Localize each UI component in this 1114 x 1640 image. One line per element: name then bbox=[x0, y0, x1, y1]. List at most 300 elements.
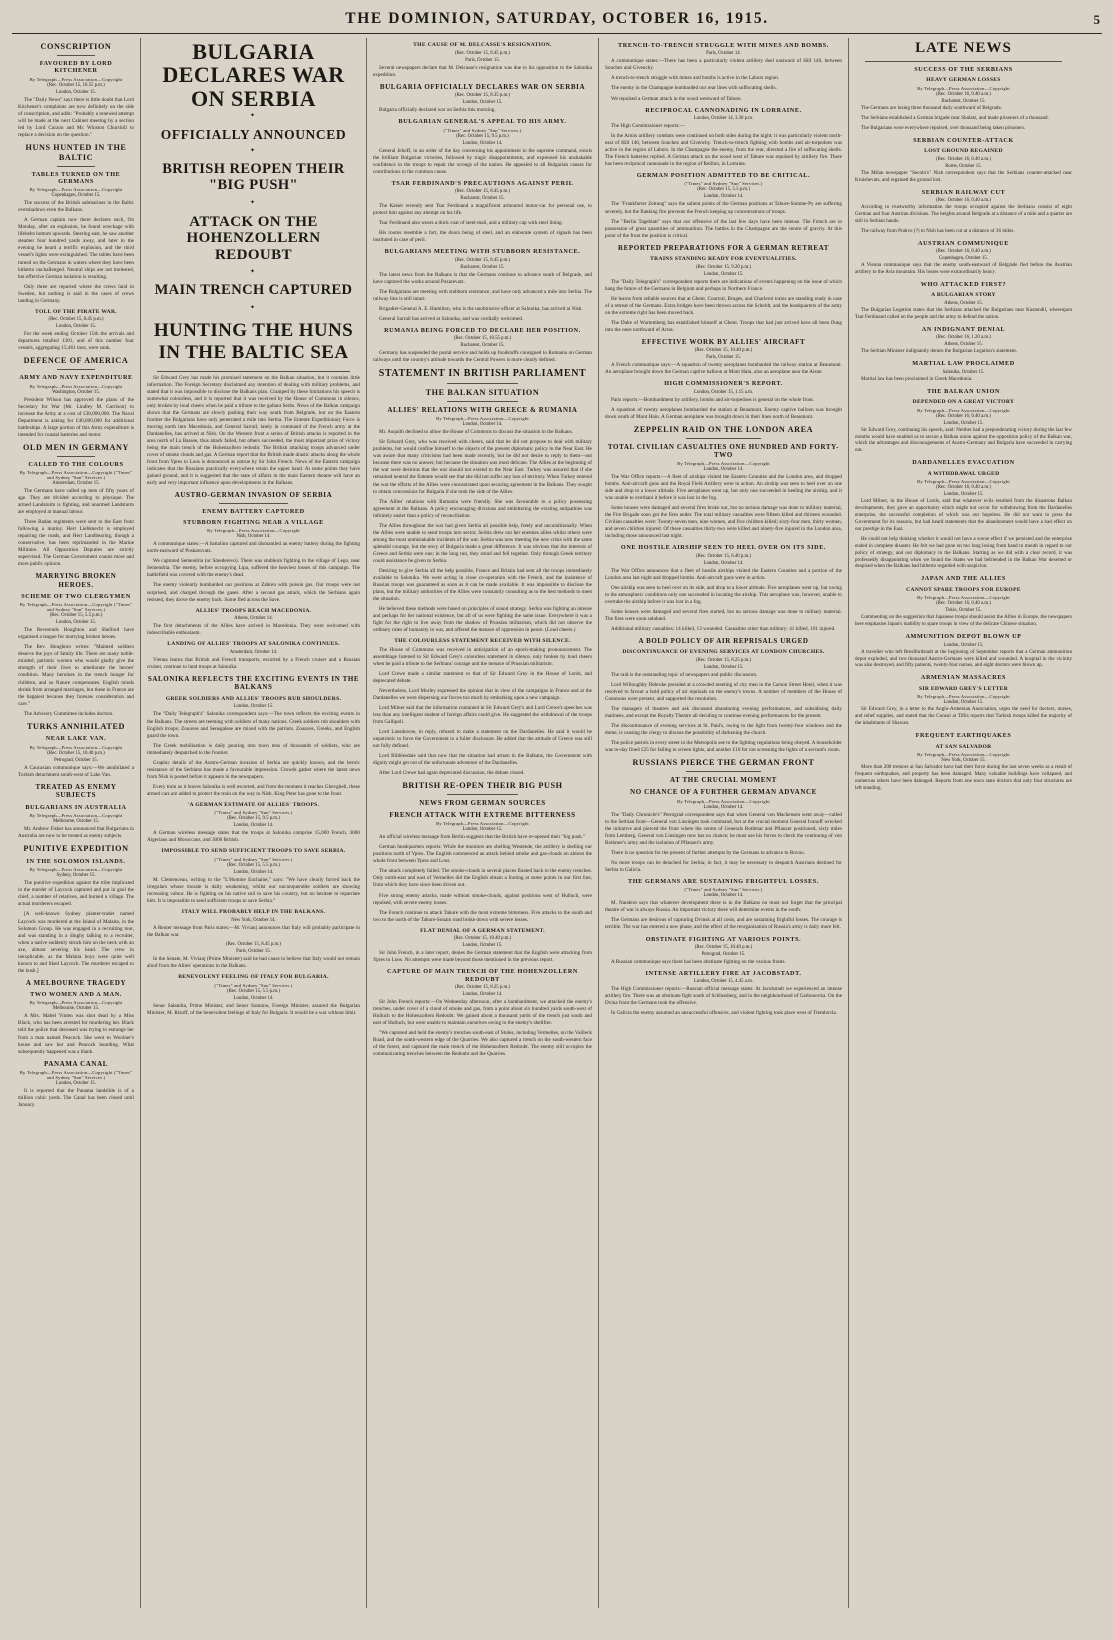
headline-russians-pierce: RUSSIANS PIERCE THE GERMAN FRONT bbox=[632, 758, 815, 768]
dateline: London, October 15. bbox=[233, 704, 274, 710]
article-paragraph: The Advisory Committee includes doctors. bbox=[24, 710, 114, 717]
dateline: London, October 14. bbox=[462, 992, 503, 998]
ornament: ✦ bbox=[249, 305, 258, 312]
headline-balkan-union: THE BALKAN UNION bbox=[927, 387, 1000, 395]
dateline: London, October 15. bbox=[56, 324, 96, 330]
column-1 bbox=[12, 38, 140, 1608]
divider bbox=[57, 369, 94, 370]
article-paragraph: The enemy violently bombarded our positions at Zabren with poison gas. Our troops were not surprised, and charged through the gases. After a second gas attack, which the Serbians again resisted, they drove the enemy back. Some fled across the Save. bbox=[147, 582, 360, 603]
article-paragraph: A Reuter message from Paris states:—M. Vivianj announces that Italy will probably participate in the Balkan war. bbox=[147, 924, 360, 938]
dateline: London, October 15, 4.45 a.m. bbox=[693, 979, 754, 985]
received-line: (Rec. October 16, 0.40 a.m.) bbox=[936, 92, 991, 98]
column-5-late-news bbox=[848, 38, 1078, 1608]
headline-panama-canal: PANAMA CANAL bbox=[43, 1059, 109, 1068]
article-paragraph: One airship was seen to heel over on its side, and drop to a lower altitude. Five aeroplanes went up, but owing to the atmospheric conditions only one succeeded in locating the airship. This aeroplane was, however, unable to overtake the airship before it was lost in a fog. bbox=[605, 584, 842, 605]
received-line: (Rec. October 15, 8.45 p.m.) bbox=[225, 941, 282, 947]
dateline: Melbourne, October 15. bbox=[52, 1006, 100, 1012]
subhead-favoured: FAVOURED BY LORD KITCHENER bbox=[39, 59, 113, 75]
article-paragraph: The Milan newspaper "Secolo's" Nish correspondent says that the Serbians counter-attacked near Kruishevats, and regained the ground lost. bbox=[855, 170, 1072, 183]
article-paragraph: Several newspapers declare that M. Delcasse's resignation was due to his opposition to the Salonika expedition. bbox=[373, 64, 592, 78]
article-paragraph: Some houses were damaged and several fires started, but no serious damage was done to military material. The fires were soon subdued. bbox=[605, 608, 842, 622]
headline-turks-annihilated: TURKS ANNIHILATED bbox=[26, 721, 126, 731]
subhead-allies-macedonia: ALLIES' TROOPS REACH MACEDONIA. bbox=[195, 607, 312, 614]
divider bbox=[219, 503, 287, 504]
divider bbox=[447, 794, 517, 795]
article-paragraph: A German wireless message states that the troops at Salonika comprise 15,000 French, 3000 Algerians and Moroccans, and 3000 British. bbox=[147, 830, 360, 844]
dateline: Bucharest, October 15. bbox=[460, 264, 505, 270]
received-line: (Rec. October 15, 9.20 p.m.) bbox=[695, 264, 752, 270]
article-paragraph: Five strong enemy attacks, made without smoke-clouds, against positions west of Hulluch, were repulsed, with severe enemy losses. bbox=[373, 892, 592, 906]
article-paragraph: According to trustworthy information the troops occupied against the Serbians consist of eight German and four Austrian divisions. The heights around Belgrade at a distance of a mile and a quarter are still in Serbian hands. bbox=[855, 205, 1072, 224]
headline-dardanelles-evacuation: DARDANELLES EVACUATION bbox=[912, 459, 1015, 467]
article-paragraph: Lord Willoughby Debroke presided at a crowded meeting of city men in the Carson Street Hotel, when it was resolved to favour a bold policy of air reprisals on the enemy's towns. A number of members of the House of Commons were present, and supported the resolution. bbox=[605, 682, 842, 703]
dateline: Rome, October 15. bbox=[945, 163, 982, 169]
subhead-greek-soldiers: GREEK SOLDIERS AND ALLIES' TROOPS RUB SHOULDERS. bbox=[165, 695, 342, 702]
article-paragraph: The War Office announces that a fleet of hostile airships visited the Eastern Counties and a portion of the London area last night and dropped bombs. Anti-aircraft guns were in action. bbox=[605, 567, 842, 581]
headline-german-retreat: REPORTED PREPARATIONS FOR A GERMAN RETREAT bbox=[617, 243, 830, 252]
dateline: Bucharest, October 15. bbox=[460, 196, 505, 202]
dateline: Petrograd, October 15. bbox=[701, 951, 746, 957]
article-paragraph: The Allies' relations with Rumania were friendly. She was favourable to a policy possessing agreement in the Balkans. A policy encouraging divisions and embittering the existing antipathies was infinitely easier than a policy of reconciliation. bbox=[373, 498, 592, 519]
article-paragraph: German headquarters reports: While the monitors are shelling Westende, the artillery is shelling our positions north of Ypres. The English commenced an attack behind smoke and gas-clouds on almost the whole front between Ypres and Loos. bbox=[373, 844, 592, 865]
subhead-army-navy: ARMY AND NAVY EXPENDITURE bbox=[19, 374, 133, 382]
headline-effective-aircraft: EFFECTIVE WORK BY ALLIES' AIRCRAFT bbox=[641, 337, 806, 346]
article-paragraph: The War Office reports:—A fleet of airships visited the Eastern Counties and the London area, and dropped bombs. Anti-aircraft guns and the Royal Field Artillery were in action. An airship was seen to heel over on one side and drop to a lower altitude. Five aeroplanes went up, but only one succeeded in heeling the airship, and it was unable to overhaul it before it was lost in the fog. bbox=[605, 474, 842, 502]
dateline: London, October 15. bbox=[56, 1080, 96, 1086]
received-line: (Rec. October 16, 0.40 a.m.) bbox=[936, 601, 991, 607]
article-paragraph: No more troops can be detached for Serbia; in fact, it may be necessary to despatch Austrians destined for Serbia to Galicia. bbox=[605, 859, 842, 873]
credit-line: By Telegraph—Press Association—Copyright bbox=[207, 528, 300, 534]
article-paragraph: The punitive expedition against the tribe implicated in the murder of Laycock captured and put in gaol the chief, a number of relatives, and burned a village. The actual murderers escaped. bbox=[18, 880, 134, 908]
subhead-two-women-man: TWO WOMEN AND A MAN. bbox=[30, 991, 122, 999]
credit-line: By Telegraph—Press Association—Copyright bbox=[29, 76, 123, 82]
credit-line: By Telegraph—Press Association—Copyright bbox=[917, 595, 1010, 601]
article-paragraph: The Allies throughout the war had given Serbia all possible help, freely and unconditionally. When the Allies were unable to send troops into sector, Serbia drew out her enemies allies whilst others were among the most unmistakable incidents of the war. Serbia was now meeting the new crisis with the same splendid courage, but the envy of Bulgaria made a great difference. It was obvious that the interests of Greece and Serbia were one; in the long run, they stood and fell together. Only through Greek territory could assistance be given to Serbia. bbox=[373, 522, 592, 564]
section-title-late-news: LATE NEWS bbox=[915, 40, 1012, 56]
dateline: London, October 14. bbox=[233, 823, 274, 829]
headline-indignant-denial: AN INDIGNANT DENIAL bbox=[921, 325, 1006, 333]
received-line: (Rec. October 15, 5.5 p.m.) bbox=[227, 988, 280, 994]
credit-line: By Telegraph—Press Association—Copyright bbox=[677, 798, 770, 804]
subhead-enemy-battery: ENEMY BATTERY CAPTURED bbox=[202, 507, 305, 515]
article-paragraph: A German captain now there declares such, On Monday, after an explosion, he found wreckage with lifebelts bottom upwards. Steering east, he saw another steamer four hundred yards away, and later in the evening he heard a terrific explosion, and the third vessel's lights were extinguished. The tables have been turned on the Germans in waters where they have been hitherto unchallenged. Neutral ships are not molested, but effective German isolation is resulting. bbox=[18, 217, 134, 280]
article-paragraph: Additional military casualties: 14 killed, 13 wounded. Casualties other than military: 41 killed, 101 injured. bbox=[611, 625, 836, 632]
subhead-crucial-moment: AT THE CRUCIAL MOMENT bbox=[670, 776, 777, 785]
received-line: (Rec. October 15, 9.5 p.m.) bbox=[456, 133, 509, 139]
headline-frequent-earthquakes: FREQUENT EARTHQUAKES bbox=[915, 732, 1012, 740]
article-paragraph: Mr. Andrew Fisher has announced that Bulgarians in Australia are now to be treated as enemy subjects. bbox=[18, 826, 135, 840]
article-paragraph: The High Commissioner reports:— bbox=[611, 122, 685, 129]
article-paragraph: The "Berlin Tageblatt" says that our offensive of the last few days have been intense. The French are in possession of great quantities of ammunition. The battles in the Champagne are the centre of gravity. At this point of the front the position is critical. bbox=[605, 218, 842, 239]
dateline: Paris, October 15. bbox=[706, 355, 741, 361]
article-paragraph: Some houses were damaged and several fires broke out, but no serious damage was done to military material, the Fire Brigade soon got the fires under. The total military casualties were fifteen killed and thirteen wounded. Civilian casualties were: Twenty-seven men, nine women, and five children killed; sixty-four men, thirty women, and seven children injured. Of these casualties thirty-two were killed and ninety-five injured in the London area, including those announced last night. bbox=[605, 505, 842, 540]
masthead bbox=[12, 10, 1102, 30]
dateline: London, October 15. bbox=[56, 89, 96, 95]
subhead-tsar-precautions: TSAR FERDINAND'S PRECAUTIONS AGAINST PERIL bbox=[391, 179, 574, 187]
article-paragraph: Nevertheless, Lord Morley expressed the opinion that in view of the campaigns in France and at the Dardanelles we were dispersing our forces too much by embarking upon a new campaign. bbox=[373, 687, 592, 701]
page-number: 5 bbox=[1093, 12, 1100, 27]
subhead-san-salvador: AT SAN SALVADOR bbox=[935, 743, 992, 750]
dateline: Athens, October 15. bbox=[944, 301, 983, 307]
article-paragraph: He believed these methods were based on principles of sound strategy. Serbia was fighting an intense and perhaps for her national existence, but all of us were fighting the same issue. Everywhere it was a fight for the right to live away from the shadow of Prussian militarism, which did not observe the ordinary rules of humanity in war, and offered the menace of oppression in peace. (Loud cheers.) bbox=[373, 605, 592, 633]
divider bbox=[865, 61, 1062, 62]
article-paragraph: A trench-to-trench struggle with mines and bombs is active in the Labors region. bbox=[611, 75, 780, 82]
article-paragraph: M. Clemenceau, writing to the "L'Homme Enchaine," says: "We have clearly forced back the irregulars whose morale is daily weakening, whilst our unconquerable soldiers are showing increasing valour. He is fighting on his native soil to save his country, but no hesitate to repatriate him. It is impossible to send sufficient troops to save Serbia." bbox=[147, 877, 360, 905]
article-paragraph: The High Commissioner reports:—Russian official message states: At Jacobstadt we experienced an intense artillery fire. There was an obstinate fight south of Schlossberg, and in the neighbourhood of Garbunovka. On the Dvina front the Germans took the offensive. bbox=[605, 986, 842, 1007]
dateline: Paris, October 15. bbox=[236, 948, 271, 954]
subhead-bulgarians-australia: BULGARIANS IN AUSTRALIA bbox=[25, 803, 127, 811]
article-paragraph: Lord Milner, in the House of Lords, said that whatever evils resulted from the disastrous Balkan developments, they gave an opportunity which might not occur for withdrawing from the Dardanelles enterprise, the successful completion of which was our hopeless. He did not want to press the Government for its reasons, but had heard statements that the abandonment would have a bad effect on our prestige in the East. bbox=[855, 499, 1072, 532]
ornament: ✦ bbox=[249, 148, 258, 155]
dateline: London, October 14. bbox=[703, 893, 744, 899]
article-paragraph: [A well-known Sydney planter-trader named Laycock was murdered at the Island of Malaita, in the Solomon Group. He was engaged in a recruiting tour, and was standing in a dinghy talking to a recruiter, when a native suddenly struck him on the neck with an axe, almost severing his head. The crew in inexplicable, as the Malaita boys were quite well known to and liked Laycock. The murderer escaped to the bush.] bbox=[18, 911, 134, 974]
article-paragraph: The Greek mobilisation is daily pouring into town tens of thousands of soldiers, who are immediately despatched to the frontier. bbox=[147, 742, 360, 756]
received-line: (Rec. October 15, 5.5 p.m.) bbox=[227, 863, 280, 869]
article-paragraph: The railway from Prahvo (?) to Nish has been cut at a distance of 36 miles. bbox=[861, 228, 1015, 234]
article-paragraph: Sir Edward Grey, continuing his speech, said: Neither had a preponderating victory during the last few months would have enabled us to secure a Balkan union against the opposition policy of the Balkan war, which the advantages and discouragements of Austro-Germany and Bulgaria have succeeded in carrying out. bbox=[855, 427, 1072, 454]
article-paragraph: It is reported that the Panama landslide is of a million cubic yards. The Canal has been closed until January. bbox=[18, 1087, 134, 1108]
subhead-germans-losses: THE GERMANS ARE SUSTAINING FRIGHTFUL LOSSES. bbox=[628, 878, 819, 885]
article-paragraph: We repulsed a German attack in the wood westward of Tahure. bbox=[611, 95, 742, 102]
article-paragraph: The "Daily Telegraph's" Salonika correspondent says:—The town reflects the exciting events in the Balkans. The streets are teeming with soldiers of many nations. Greek soldiers rub shoulders with English troops; Zouaves and Senegalese are mixed with the patriots. Zouaves, Greeks, and English guard the town. bbox=[147, 711, 360, 739]
article-paragraph: In Galicia the enemy assumed an unsuccessful offensive, and violent fighting took place west of Trembovla. bbox=[611, 1010, 838, 1017]
divider bbox=[57, 166, 94, 167]
dateline: London, October 15. bbox=[56, 620, 96, 626]
credit-line: By Telegraph—Press Association—Copyright ("Times" and Sydney "Sun" Services.) bbox=[19, 470, 133, 480]
article-paragraph: Lord Crewe made a similar statement to that of Sir Edward Grey in the House of Lords, and deprecated debate. bbox=[373, 670, 592, 684]
subhead-hostile-airship: ONE HOSTILE AIRSHIP SEEN TO HEEL OVER ON ITS SIDE. bbox=[620, 544, 827, 552]
column-4 bbox=[598, 38, 848, 1608]
subhead-landing-salonika: LANDING OF ALLIES' TROOPS AT SALONIKA CONTINUES. bbox=[167, 641, 340, 648]
subhead-delcasse-resignation: THE CAUSE OF M. DELCASSE'S RESIGNATION. bbox=[413, 42, 552, 48]
dateline: New York, October 14. bbox=[231, 917, 276, 923]
dateline: London, October 14. bbox=[703, 467, 744, 473]
headline-huns-baltic: HUNS HUNTED IN THE BALTIC bbox=[25, 142, 127, 162]
received-line: (Rec. October 15, 6.40 p.m.) bbox=[695, 553, 752, 559]
article-paragraph: The enemy in the Champagne bombarded our rear lines with suffocating shells. bbox=[611, 85, 777, 92]
ornament: ✦ bbox=[249, 199, 258, 206]
headline-austrian-communique: AUSTRIAN COMMUNIQUE bbox=[918, 239, 1009, 247]
dateline: Amsterdam, October 14. bbox=[229, 649, 278, 655]
received-line: (Rec. October 15, 8.45 p.m.) bbox=[454, 50, 511, 56]
headline-old-men-germany: OLD MEN IN GERMANY bbox=[22, 442, 130, 452]
subhead-flat-denial: FLAT DENIAL OF A GERMAN STATEMENT. bbox=[420, 927, 545, 934]
article-paragraph: Paris reports:—Bombardment by artillery, bombs and air-torpedoes is general on the whole front. bbox=[611, 396, 815, 403]
subhead-tables-turned: TABLES TURNED ON THE GERMANS bbox=[31, 170, 121, 185]
received-line: (Rec. October 15, 10.55 p.m.) bbox=[453, 336, 512, 342]
dateline: Bucharest, October 15. bbox=[941, 99, 986, 105]
dateline: Copenhagen, October 15. bbox=[51, 193, 101, 199]
received-line: (Rec. October 16, 0.40 a.m.) bbox=[936, 485, 991, 491]
dateline: London, October 14. bbox=[233, 995, 274, 1001]
credit-line: By Telegraph—Press Association—Copyright bbox=[29, 187, 123, 193]
article-paragraph: He could not help thinking whether it would not have a worse effect if we persisted and the enterprise ended in complete disaster. He felt we had gone on too long losing from hand to mouth in regard to our policy of strategy, and our diplomacy in the Balkans. Starting as we did with a clear record, it was professedly disappointing when we found the States we had befriended in the Balkan War deserted or despised when the Balkans had hitherto regarded with suspicion. bbox=[855, 536, 1072, 570]
dateline: London, October 15. bbox=[703, 271, 744, 277]
subhead-capture-main-trench: CAPTURE OF MAIN TRENCH OF THE HOHENZOLLERN REDOUBT bbox=[387, 968, 578, 983]
dateline: London, October 15. bbox=[462, 100, 503, 106]
article-paragraph: Sir Edward Grey, in a letter to the Anglo-Armenian Association, urges the need for doctors, nurses, and relief supplies, and stated that the Consul at Tiflis reports that Turkish troops killed the majority of the inhabitants of Shawan. bbox=[855, 707, 1072, 727]
article-paragraph: More than 200 tremors at San Salvador have had their force during the last seven weeks as a result of frequent earthquakes, and property has been damaged. Many valuable buildings have collapsed, and numerous others have been damaged. Reports from one town state doctors that only four structures are left standing. bbox=[855, 765, 1072, 791]
subhead-civilian-casualties: TOTAL CIVILIAN CASUALTIES ONE HUNDRED AND FORTY-TWO bbox=[607, 442, 840, 459]
divider bbox=[447, 401, 517, 402]
headline-serbian-railway-cut: SERBIAN RAILWAY CUT bbox=[921, 188, 1006, 196]
subhead-allies-relations: ALLIES' RELATIONS WITH GREECE & RUMANIA bbox=[387, 406, 578, 414]
subhead-bulgarian-story: A BULGARIAN STORY bbox=[931, 292, 996, 299]
article-paragraph: Martial law has been proclaimed in Greek Macedonia. bbox=[861, 376, 973, 382]
article-paragraph: A Vienna communique says that the enemy south-eastward of Belgrade fled before the Austrian artillery to the Avia mountain. His losses were extraordinarily heavy. bbox=[855, 263, 1072, 276]
subhead-solomon-islands: IN THE SOLOMON ISLANDS. bbox=[26, 857, 126, 865]
article-paragraph: For the week ending October 15th the arrivals and departures totalled 1301, and of this number four vessels, aggregating 15,461 tons, were sunk. bbox=[18, 331, 134, 352]
dateline: Paris, October 15. bbox=[465, 57, 500, 63]
deck-headline-big-push: BRITISH REOPEN THEIR "BIG PUSH" bbox=[162, 161, 345, 193]
received-line: (Rec. October 15, 8.45 p.m.) bbox=[48, 317, 104, 323]
credit-line: By Telegraph—Press Association—Copyright bbox=[917, 694, 1010, 700]
article-paragraph: The "Daily Chronicle's" Petrograd correspondent says that when General von Mackensen went away—called to the Serbian front—General von Linsingen took command, but at the crucial moment General Ivanoff wrecked the initiative and pierced the front where the centre of Generals Bothmar and Pflanzer positioned, sixty miles from Lemberg. General von Linsingen now has no chance; he must use his forces to check the continuing of von Bothmer's army and the isolation of Pflanzer's army. bbox=[605, 811, 842, 846]
subhead-no-chance-advance: NO CHANCE OF A FURTHER GERMAN ADVANCE bbox=[630, 788, 817, 797]
headline-zeppelin-raid: ZEPPELIN RAID ON THE LONDON AREA bbox=[633, 424, 814, 434]
article-paragraph: Sir Edward Grey, who was received with cheers, said that he did not propose to deal with military problems, but would confine himself to the objects of the present diplomatic policy in the Near East. He was aware that many criticisms had been made recently, but he did not desire to reply to them—not because there was no answer, but because the situation was most delicate. The Allies at the beginning of the war were desirous that the war should not extend to the Near East. Turkey was assured that if she remained neutral the Entente would see that she did not suffer any loss of territory. When Turkey entered the war the efforts of the Allies were concentrated upon securing agreement in the Balkans. They sought to obtain concessions for Bulgaria if she took the side of the Allies. bbox=[373, 439, 592, 495]
headline-ammunition-depot: AMMUNITION DEPOT BLOWN UP bbox=[905, 633, 1022, 641]
article-paragraph: The Kaiser recently sent Tsar Ferdinand a magnificent armoured motor-car for personal use, to protect him against any attempt on his life. bbox=[373, 203, 592, 217]
subhead-general-appeal: BULGARIAN GENERAL'S APPEAL TO HIS ARMY. bbox=[398, 118, 567, 126]
article-paragraph: After Lord Crewe had again deprecated discussion, the debate closed. bbox=[379, 769, 525, 776]
received-line: (Rec. October 15, 5.5 p.m.) bbox=[49, 613, 103, 619]
subhead-trains-ready: TRAINS STANDING READY FOR EVENTUALITIES. bbox=[650, 255, 797, 262]
headline-who-attacked-first: WHO ATTACKED FIRST? bbox=[920, 280, 1007, 288]
subhead-discontinuance-services: DISCONTINUANCE OF EVENING SERVICES AT LONDON CHURCHES. bbox=[622, 649, 825, 656]
article-paragraph: Lord Ribblesdale said that now that the situation had arisen in the Balkans, the Government with dignity might get out of the unfortunate adventure of the Dardanelles. bbox=[373, 752, 592, 766]
credit-line: ("Times" and Sydney "Sun" Services.) bbox=[214, 857, 293, 863]
dateline: London, October 15, 1.15 a.m. bbox=[693, 389, 754, 395]
article-paragraph: The raid is the outstanding topic of newspapers and public discussion. bbox=[611, 672, 758, 679]
dateline: New York, October 15. bbox=[941, 758, 986, 764]
article-paragraph: The first detachments of the Allies have arrived in Macedonia. They were welcomed with indescribable enthusiasm. bbox=[147, 623, 360, 637]
article-paragraph: There is no question for the present of further attempts by the Germans to advance to Rovno. bbox=[611, 849, 806, 856]
subhead-intense-artillery: INTENSE ARTILLERY FIRE AT JACOBSTADT. bbox=[645, 969, 802, 977]
divider bbox=[686, 771, 762, 772]
article-paragraph: Sir John French, in a later report, denies the German statement that the English were attacking from Ypres to Loos. No attempts were made beyond those mentioned in the previous report. bbox=[373, 950, 592, 964]
article-paragraph: Bulgaria officially declared war on Serbia this morning. bbox=[379, 107, 496, 114]
subhead-depended-victory: DEPENDED ON A GREAT VICTORY bbox=[912, 398, 1015, 405]
dateline: Sydney, October 15. bbox=[56, 873, 96, 879]
headline-statement-parliament: STATEMENT IN BRITISH PARLIAMENT bbox=[378, 368, 587, 380]
article-paragraph: The "Frankfurter Zeitung" says the salient points of the German positions at Tahure-Somme-Py are suffering severely, but the flanking fire prevents the French keeping up concentrations of troops. bbox=[605, 201, 842, 215]
article-paragraph: Vienna learns that British and French transports, escorted by a French cruiser and a Russian cruiser, continue to land troops at Salonika. bbox=[147, 656, 360, 670]
headline-armenian-massacres: ARMENIAN MASSACRES bbox=[920, 674, 1007, 682]
credit-line: ("Times" and Sydney "Sun" Services.) bbox=[214, 810, 293, 816]
credit-line: By Telegraph—Press Association—Copyright bbox=[29, 867, 123, 873]
subhead-reciprocal-cannonading: RECIPROCAL CANNONADING IN LORRAINE. bbox=[645, 106, 802, 114]
credit-line: By Telegraph—Press Association—Copyright bbox=[917, 752, 1010, 758]
article-paragraph: He learns from reliable sources that at Ghent, Courtrai, Bruges, and Charleroi trains are standing ready in case of a retreat of the Germans. Extra bridges have been thrown across the Scheldt, and the headquarters of the army on the extreme right has been moved back. bbox=[605, 295, 842, 316]
received-line: (Rec. October 16, 0.40 a.m.) bbox=[936, 413, 991, 419]
article-paragraph: Senor Salandra, Prime Minister, and Senor Sonnino, Foreign Minister, assured the Bulgarian Minister, M. Rizoff, of the benevolent feelings of Italy for Bulgaria. It would be a war without limit. bbox=[147, 1002, 360, 1016]
subhead-colourless-statement: THE COLOURLESS STATEMENT RECEIVED WITH SILENCE. bbox=[394, 637, 571, 644]
deck-headline-hohenzollern: ATTACK ON THE HOHENZOLLERN REDOUBT bbox=[186, 213, 321, 263]
subhead-toll-pirate-war: TOLL OF THE PIRATE WAR. bbox=[35, 308, 117, 315]
subhead-french-attack: FRENCH ATTACK WITH EXTREME BITTERNESS bbox=[389, 811, 576, 819]
article-paragraph: The Germans are desirous of capturing Dvinsk at all costs, and are sustaining frightful losses. The courage is terrible. The war has entered a new phase, and the effect of the reorganisation of Russia's army is daily more felt. bbox=[605, 917, 842, 931]
article-paragraph: General Jehoff, in an order of the day concerning his appointment to the supreme command, extols the brilliant Bulgarian victories, followed by tragic disappointments, and expressed his unshakable confidence in the troops to repair the wrongs of the nation. He appealed to all Bulgarian causes for contributions to the common cause. bbox=[373, 147, 592, 175]
article-paragraph: Graphic details of the Austro-German invasion of Serbia are quickly known, and the heroic resistance of the Serbians has made a favourable impression. Crowds gather where the latest news from Nish is posted before it appears in the newspapers. bbox=[147, 759, 360, 780]
dateline: London, October 15. bbox=[943, 700, 984, 706]
received-line: (Rec. October 16, 0.40 a.m.) bbox=[936, 249, 991, 255]
article-paragraph: The Bulgarian Legation states that the Serbians attacked the Bulgarians near Kustendil, whereupon Tsar Ferdinand called on the people and the army to defend the nation. bbox=[855, 308, 1072, 320]
article-paragraph: The success of the British submarines in the Baltic overshadows even the Balkans. bbox=[18, 200, 134, 214]
credit-line: By Telegraph—Press Association—Copyright bbox=[436, 416, 529, 422]
headline-treated-enemy: TREATED AS ENEMY SUBJECTS bbox=[35, 782, 117, 800]
article-paragraph: A communique states:—There has been a particularly violent artillery duel eastward of Hill 140, between Souchez and Givenchy. bbox=[605, 58, 842, 72]
article-paragraph: The "Daily News" says there is little doubt that Lord Kitchener's complaints are now definitely on the side of conscription, and adds: "Probably a renewed attempt will be made at the next Cabinet meeting by a section led by Lord Curzon and Mr. Winston Churchill to replace a decision on the question." bbox=[18, 96, 134, 138]
subhead-benevolent-italy: BENEVOLENT FEELING OF ITALY FOR BULGARIA. bbox=[178, 973, 329, 980]
subhead-german-estimate: 'A GERMAN ESTIMATE OF ALLIES' TROOPS. bbox=[187, 801, 320, 808]
subhead-trench-struggle: TRENCH-TO-TRENCH STRUGGLE WITH MINES AND BOMBS. bbox=[618, 42, 829, 49]
credit-line: By Telegraph—Press Association—Copyright bbox=[917, 407, 1010, 413]
subhead-german-position-critical: GERMAN POSITION ADMITTED TO BE CRITICAL. bbox=[636, 172, 811, 180]
dateline: London, October 14. bbox=[703, 804, 744, 810]
headline-japan-allies: JAPAN AND THE ALLIES bbox=[921, 575, 1006, 583]
subhead-obstinate-fighting: OBSTINATE FIGHTING AT VARIOUS POINTS. bbox=[645, 935, 802, 943]
article-paragraph: The Bulgarians are meeting with stubborn resistance, and have only advanced a mile into Serbia. The railway line is still intact. bbox=[373, 288, 592, 302]
divider bbox=[686, 438, 762, 439]
main-headline: BULGARIA DECLARES WAR ON SERBIA bbox=[162, 39, 345, 111]
article-paragraph: A Mrs. Mabel Vinten was shot dead by a Miss Black, who has been arrested for murdering her. Black told the police that deceased was trying to estrange her from a man named Peacock. She went to Woolner's house and saw her and Peacock hoarding. What subsequently happened was a blank. bbox=[18, 1013, 134, 1055]
credit-line: By Telegraph—Press Association—Copyright bbox=[917, 86, 1010, 92]
dateline: Salonika, October 15. bbox=[942, 369, 985, 375]
ornament: ✦ bbox=[249, 269, 258, 276]
received-line: (Rec. October 15, 8.35 p.m.) bbox=[454, 93, 511, 99]
subhead-italy-help: ITALY WILL PROBABLY HELP IN THE BALKANS. bbox=[181, 909, 326, 916]
article-paragraph: Brigadier-General A. E. Hamilton, who is the unobtrusive officer at Salonika, has arrived at Nish. bbox=[379, 305, 583, 312]
dateline: Paris, October 14. bbox=[706, 51, 741, 57]
dateline: London, October 15. bbox=[943, 492, 984, 498]
headline-martial-law: MARTIAL LAW PROCLAIMED bbox=[912, 360, 1015, 368]
credit-line: By Telegraph—Press Association—Copyright ("Times" and Sydney "Sun" Services.) bbox=[19, 1069, 133, 1080]
dateline: London, October 14. bbox=[462, 422, 503, 428]
received-line: (Rec. October 16, 0.40 a.m.) bbox=[936, 156, 991, 162]
divider bbox=[157, 371, 350, 372]
headline-conscription: CONSCRIPTION bbox=[40, 42, 112, 51]
credit-line: By Telegraph—Press Association—Copyright bbox=[29, 744, 123, 750]
received-line: (Rec. October 15, 10.40 p.m.) bbox=[453, 936, 512, 942]
subhead-grey-letter: SIR EDWARD GREY'S LETTER bbox=[918, 685, 1009, 692]
received-line: (Rec. October 16, 0.40 a.m.) bbox=[936, 198, 991, 204]
divider bbox=[57, 55, 94, 56]
credit-line: ("Times" and Sydney "Sun" Services.) bbox=[684, 181, 763, 187]
article-paragraph: A traveller who left Breslfordstadt at the beginning of September reports that a German ammunition depot exploded, and two thousand Austro-Germans were killed and wounded. A hospital in the vicinity was also destroyed, and fifty patients, twenty-four nurses, and eight doctors were blown up. bbox=[855, 649, 1072, 669]
masthead-title: THE DOMINION, SATURDAY, OCTOBER 16, 1915. bbox=[345, 10, 769, 27]
received-line: (Rec. October 15, 10.55 p.m.) bbox=[47, 82, 105, 88]
headline-british-reopen: BRITISH RE-OPEN THEIR BIG PUSH bbox=[402, 780, 563, 790]
article-paragraph: The managers of theatres and ask discussed abandoning evening performances, and subsidising daily matinees, and except the Royalty Theatre all deciding to continue evening performances for the present. bbox=[605, 706, 842, 720]
subhead-scheme-clergymen: SCHEME OF TWO CLERGYMEN bbox=[21, 592, 131, 600]
received-line: (Rec. October 15, 5.5 p.m.) bbox=[697, 187, 750, 193]
article-paragraph: The Germans are losing three thousand daily southward of Belgrade. bbox=[861, 106, 1003, 112]
article-paragraph: The Bulgarians were everywhere repulsed, over thousand being taken prisoners. bbox=[861, 125, 1026, 131]
article-paragraph: In the Artois artillery combats were continued on both sides during the night; it was particularly violent north-east of Hill 140, between Souchez and Givenchy. Trench-to-trench fighting with bombs and air-torpedoes was active in the region of Labors. In the Champagne the enemy, from the rear, directed a fire of suffocating shells. The French batteries replied. A German attack on the wood west of Tahure was repulsed by artillery fire. There has been reciprocal cannonade in the region of Reillon, in Lorraine. bbox=[605, 132, 842, 168]
article-paragraph: Germany has suspended the postal service and holds up foodstuffs consigned to Rumania on German railways until the country's attitude towards the Central Powers is more clearly defined. bbox=[373, 350, 592, 364]
lead-summary: Sir Edward Grey has made his promised statement on the Balkan situation, but it contains little information. The Foreign Secretary disclaimed any intention of dealing with military problems, and stated that it was impossible to disclose the Balkans plan. Cramped by these limitations his speech is somewhat colourless, and it is reported that it was received by the House of Commons in silence, only broken by loud cheers when he paid a tribute to the gallant Serbs. News of the Balkan campaign shows that the Germans are slowly pushing their way south from Belgrade, but on the Eastern frontier the Bulgarians have only penetrated a mile into Serbia. The Entente Expeditionary Force is moving north into Macedonia, and General Sarrail, lately in command of the French army at the Dardanelles, has arrived at Nish. On the Western front a series of British attacks is reported in the area north of La Bassee, thus attack failed, but others succeeded, the most important prize of victory being the main trench of the Hohenzollern redoubt. The British attacking troops advanced under cover of smoke clouds and gas. A German report that the British made drastic attacks along the whole front from Ypres to Loos is denounced as untrue by Sir John French. News of the Eastern campaign indicates that the Russians practically everywhere retain the upper hand. At some points they have gained ground, and it is suggested that the state of affairs in the main Eastern theatre will have an early and very important influence upon developments in the Balkans. bbox=[147, 374, 360, 487]
subhead-cannot-spare-troops: CANNOT SPARE TROOPS FOR EUROPE bbox=[906, 586, 1021, 593]
article-paragraph: Sir John French reports:—On Wednesday afternoon, after a bombardment, we attacked the enemy's trenches, under cover of a cloud of smoke and gas, from a point about six hundred yards south-west of Hulluch to the Hohenzollern Redoubt. We gained about a thousand yards of the trench just south and east of Hulluch, but were unable to maintain ourselves owing to the enemy's shellfire. bbox=[373, 999, 592, 1027]
dateline: London, October 15. bbox=[462, 943, 503, 949]
dateline: London, October 15. bbox=[703, 665, 744, 671]
article-paragraph: Lord Lansdowne, in reply, refused to make a statement on the Dardanelles. He said it would be unpatriotic to force the Government to a fuller disclosure. He added that the attitude of Greece was still not fully defined. bbox=[373, 728, 592, 749]
article-paragraph: General Sarrail has arrived at Salonika, and was cordially welcomed. bbox=[379, 315, 524, 322]
article-paragraph: Three Badan regiments were sent to the East front following a mutiny. Herr Liebknecht is employed repairing the roads, and Herr Landbearing, though a conservative, has been reprimanded in the Marine Militaire. All Opposition Deputies are strictly supervised. The German Government counts more and more public opinion. bbox=[18, 519, 134, 568]
received-line: (Rec. October 15, 10.40 p.m.) bbox=[694, 348, 753, 354]
subhead-called-colours: CALLED TO THE COLOURS bbox=[28, 460, 124, 468]
credit-line: ("Times" and Sydney "Sun" Services.) bbox=[684, 887, 763, 893]
dateline: Athens, October 14. bbox=[234, 616, 273, 622]
received-line: (Rec. October 15, 8.25 p.m.) bbox=[454, 985, 511, 991]
masthead-rule bbox=[12, 33, 1102, 34]
subhead-near-lake-van: NEAR LAKE VAN. bbox=[45, 735, 107, 743]
credit-line: By Telegraph—Press Association—Copyright ("Times" and Sydney "Sun" Services.) bbox=[19, 602, 133, 613]
divider bbox=[57, 456, 94, 457]
article-paragraph: "We captured and held the enemy's trenches south-east of Stules, including Vermelles, on the Vailleck Road, and the south-western edge of the Quarries. We also captured a trench on the south-western face of the forest, and captured the main trench of the Hohenzollern Redoubt. The enemy still occupies the communicating trenches between the Redoubt and the Quarries. bbox=[373, 1030, 592, 1058]
subhead-heavy-german-losses: HEAVY GERMAN LOSSES bbox=[926, 77, 1001, 84]
credit-line: ("Times" and Sydney "Sun" Services.) bbox=[443, 127, 522, 133]
article-paragraph: A French communique says:—A squadron of twenty aeroplanes bombarded the railway station at Beaumont. An aeroplane brought down the German captive balloon at Mont Hain, also an aeroplane near the Aisne. bbox=[605, 362, 842, 376]
article-paragraph: His rooms resemble a fort, the doors being of steel, and an elaborate system of signals has been instituted in case of peril. bbox=[373, 230, 592, 244]
headline-success-serbians: SUCCESS OF THE SERBIANS bbox=[914, 66, 1013, 73]
subhead-rumania-position: RUMANIA BEING FORCED TO DECLARE HER POSITION. bbox=[384, 326, 581, 334]
article-paragraph: Mr. Asquith declined to allow the House of Commons to discuss the situation in the Balkans. bbox=[379, 429, 573, 436]
dateline: London, October 15. bbox=[943, 420, 984, 426]
article-paragraph: The Serbians established a German brigade near Sbalatz, and made prisoners of a thousand. bbox=[861, 116, 1049, 122]
column-container bbox=[12, 38, 1102, 1608]
dateline: London, October 14. bbox=[703, 194, 744, 200]
subhead-impossible-troops: IMPOSSIBLE TO SEND SUFFICIENT TROOPS TO SAVE SERBIA. bbox=[161, 848, 346, 855]
subhead-stubborn-resistance: BULGARIANS MEETING WITH STUBBORN RESISTANCE. bbox=[384, 248, 581, 256]
divider bbox=[447, 383, 517, 384]
article-paragraph: Tsar Ferdinand also wears a thick coat of steel-mail, and a military cap with steel lining. bbox=[379, 220, 563, 227]
subhead-stubborn-fighting: STUBBORN FIGHTING NEAR A VILLAGE bbox=[183, 518, 324, 526]
ornament: ✦ bbox=[249, 112, 258, 119]
article-paragraph: Every train as it leaves Salonika is well escorted, and from the moment it reaches Ghevgheli, these armed cars are added to protect the train on the way to Nish. King Peter has gone to the front. bbox=[147, 783, 360, 797]
dateline: Amsterdam, October 15. bbox=[52, 481, 100, 486]
subhead-news-german-sources: NEWS FROM GERMAN SOURCES bbox=[419, 798, 546, 807]
article-paragraph: The Duke of Wurtemberg has established himself at Ghent. Troops that had just arrived have all been flung into the ones northward of Arras. bbox=[605, 319, 842, 333]
headline-austro-german-invasion: AUSTRO-GERMAN INVASION OF SERBIA bbox=[174, 491, 333, 500]
dateline: Washington, October 15. bbox=[52, 389, 100, 395]
article-paragraph: The Reverends Houghton and Shelford have organised a league for marrying broken heroes. bbox=[18, 627, 134, 641]
credit-line: By Telegraph—Press Association—Copyright bbox=[29, 383, 123, 389]
article-paragraph: President Wilson has approved the plans of the Secretary for War (Mr. Lindley M. Garrison) to increase the Army at a cost of £30,000,000. The Naval Department is asking for £40,000,000 for additional battleships. A large portion of this Army expenditure is intended for coastal batteries and motor. bbox=[18, 396, 134, 438]
dateline: Copenhagen, October 15. bbox=[938, 256, 989, 262]
dateline: London, October 15. bbox=[943, 642, 984, 648]
article-paragraph: The discontinuance of evening services at St. Paul's, owing to the light from twenty-four windows and the dome, is causing the clergy to discuss the possibility of darkening the church. bbox=[605, 723, 842, 737]
article-paragraph: Commenting on the suggestion that Japanese troops should assist the Allies in Europe, the newspapers here emphasise Japan's inability to spare troops in view of the delicate Chinese situation. bbox=[855, 615, 1072, 628]
subhead-withdrawal-urged: A WITHDRAWAL URGED bbox=[927, 470, 1000, 477]
article-paragraph: The attack completely failed. The smoke-clouds in several places floated back to the enemy trenches. Only north-east and east of Vermelles did the English obtain a footing at some points in our first line, from which they have since been driven out. bbox=[373, 868, 592, 889]
dateline: Tokio, October 15. bbox=[945, 608, 982, 614]
headline-salonika-reflects: SALONIKA REFLECTS THE EXCITING EVENTS IN THE BALKANS bbox=[147, 675, 360, 692]
subhead-high-commissioner: HIGH COMMISSIONER'S REPORT. bbox=[664, 380, 783, 388]
subhead-balkan-situation: THE BALKAN SITUATION bbox=[425, 388, 540, 398]
article-paragraph: Only three are reported where the crews land in Sweden, but nothing is said in the cases of crews landing in Germany. bbox=[18, 283, 134, 304]
headline-bulgaria-declares: BULGARIA OFFICIALLY DECLARES WAR ON SERBIA bbox=[379, 82, 586, 91]
dateline: Nish, October 14. bbox=[236, 534, 271, 540]
dateline: Petrograd, October 15. bbox=[54, 757, 98, 763]
article-paragraph: The Germans have called up men of fifty years of age. They are divided according to physique. The armed Landsturm is fighting, and unarmed Landsturm are employed at manual labour. bbox=[18, 488, 134, 516]
credit-line: By Telegraph—Press Association—Copyright bbox=[29, 1000, 123, 1006]
article-paragraph: The "Daily Telegraph's" correspondent reports there are indications of events happening on the issue of which hang the future of the Germans in Belgium and perhaps in Northern France. bbox=[605, 278, 842, 292]
article-paragraph: The Rev. Houghton writes: "Maimed soldiers deserve the joys of family life. There are many noble-minded, patriotic women who would gladly give the strength of their lives to ameliorate the heroes' condition. Many heroines in the trench hunger for children, and so Nature compensates. English minds shrink from arranged marriages, but these in France are the happiest because they foresaw consideration and care." bbox=[18, 644, 134, 707]
article-paragraph: A Russian communique says there has been obstinate fighting on the various fronts. bbox=[611, 958, 786, 965]
credit-line: ("Times" and Sydney "Sun" Services.) bbox=[214, 982, 293, 988]
